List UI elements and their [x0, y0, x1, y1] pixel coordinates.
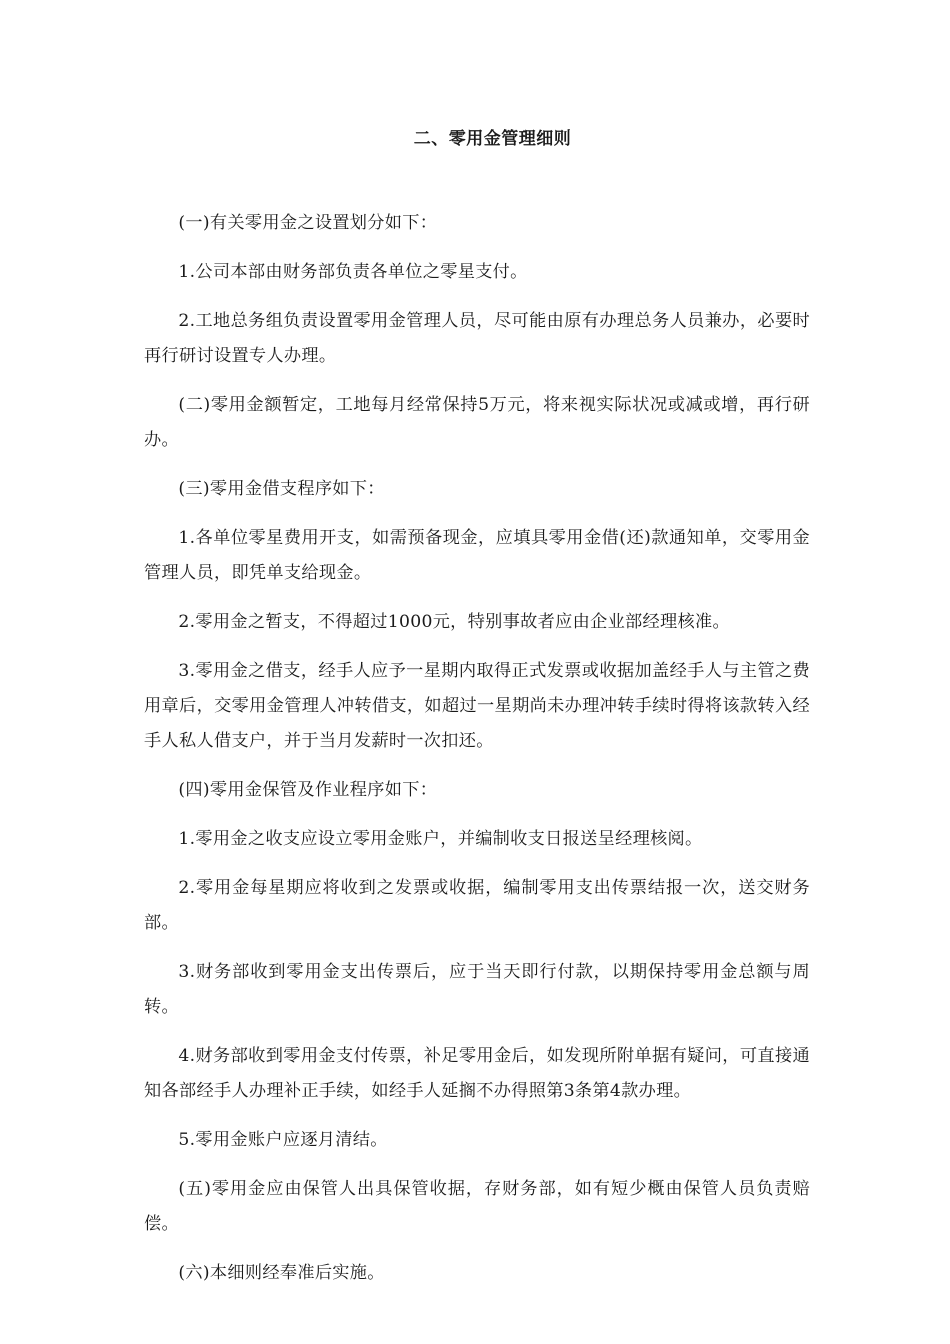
paragraph-item: 1.零用金之收支应设立零用金账户，并编制收支日报送呈经理核阅。 — [178, 829, 703, 849]
paragraph-item: 5.零用金账户应逐月清结。 — [178, 1130, 388, 1150]
paragraph-section-2: (二)零用金额暂定，工地每月经常保持5万元，将来视实际状况或减或增，再行研办。 — [144, 395, 810, 450]
paragraph-item: 4.财务部收到零用金支付传票，补足零用金后，如发现所附单据有疑问，可直接通知各部经手人办理补正手续，如经手人延搁不办得照第3条第4款办理。 — [144, 1046, 810, 1101]
document-body — [144, 206, 810, 1305]
paragraph-item: 1.公司本部由财务部负责各单位之零星支付。 — [178, 262, 528, 282]
paragraph-item: 2.零用金之暂支，不得超过1000元，特别事故者应由企业部经理核准。 — [178, 612, 730, 632]
paragraph-item: 1.各单位零星费用开支，如需预备现金，应填具零用金借(还)款通知单，交零用金管理人员，即凭单支给现金。 — [144, 528, 810, 583]
paragraph-section-1: (一)有关零用金之设置划分如下： — [178, 213, 438, 233]
paragraph-item: 3.财务部收到零用金支出传票后，应于当天即行付款，以期保持零用金总额与周转。 — [144, 962, 810, 1017]
paragraph-section-4: (四)零用金保管及作业程序如下： — [178, 780, 438, 800]
paragraph-item: 2.工地总务组负责设置零用金管理人员，尽可能由原有办理总务人员兼办，必要时再行研讨设置专人办理。 — [144, 311, 810, 366]
document-title: 二、零用金管理细则 — [413, 129, 572, 149]
paragraph-section-3: (三)零用金借支程序如下： — [178, 479, 385, 499]
paragraph-item: 3.零用金之借支，经手人应予一星期内取得正式发票或收据加盖经手人与主管之费用章后，交零用金管理人冲转借支，如超过一星期尚未办理冲转手续时得将该款转入经手人私人借支户，并于当月发薪时一次扣还。 — [144, 661, 810, 751]
paragraph-section-5: (五)零用金应由保管人出具保管收据，存财务部，如有短少概由保管人员负责赔偿。 — [144, 1179, 810, 1234]
paragraph-item: 2.零用金每星期应将收到之发票或收据，编制零用支出传票结报一次，送交财务部。 — [144, 878, 810, 933]
paragraph-section-6: (六)本细则经奉准后实施。 — [178, 1263, 385, 1283]
